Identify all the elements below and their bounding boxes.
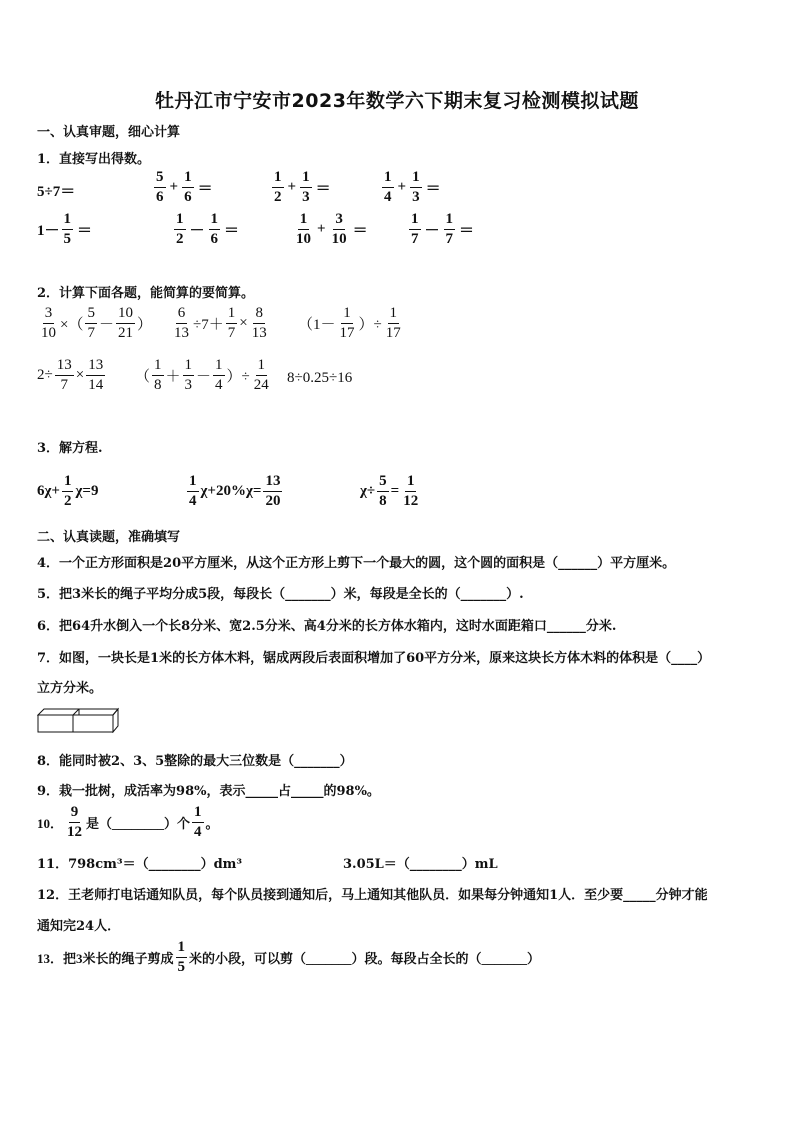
q3-equation-3: χ÷ $\frac{5}{8}$ = $\frac{1}{12}$ xyxy=(360,473,419,509)
q1-item-1: 5÷7＝ xyxy=(37,184,76,200)
question-10: 10． $\frac{9}{12}$ 是（________）个 $\frac{1}{4}$ 。 xyxy=(37,804,219,840)
question-12-line-1: 12．王老师打电话通知队员，每个队员接到通知后，马上通知其他队员．如果每分钟通知1人．至少要_____分钟才能 xyxy=(37,888,708,903)
section-heading-1: 一、认真审题，细心计算 xyxy=(37,125,181,140)
q3-equation-1: 6χ+ $\frac{1}{2}$ χ=9 xyxy=(37,473,99,509)
q1-item-5: 1－ $\frac{1}{5}$ ＝ xyxy=(37,211,93,247)
question-2-label: 2．计算下面各题，能简算的要简算。 xyxy=(37,286,255,301)
q2-expr-3: （1－ $\frac{1}{17}$ ）÷ $\frac{1}{17}$ xyxy=(298,305,401,341)
q1-item-6: $\frac{1}{2}$ － $\frac{1}{6}$ ＝ xyxy=(176,211,240,247)
question-13: 13．把3米长的绳子剪成 $\frac{1}{5}$ 米的小段，可以剪（_______）段。每段占全长的（_______） xyxy=(37,939,541,975)
question-9: 9．栽一批树，成活率为98%，表示_____占_____的98%。 xyxy=(37,784,380,799)
q1-item-7: $\frac{1}{10}$ + $\frac{3}{10}$ ＝ xyxy=(296,211,368,247)
section-heading-2: 二、认真读题，准确填写 xyxy=(37,530,181,545)
q2-expr-1: $\frac{3}{10}$ ×（ $\frac{5}{7}$ － $\frac{10}{21}$ ） xyxy=(41,305,152,341)
question-7-line-2: 立方分米。 xyxy=(37,681,103,696)
wood-block-figure xyxy=(37,707,119,733)
question-7-line-1: 7．如图，一块长是1米的长方体木料，锯成两段后表面积增加了60平方分米，原来这块长方体木料的体积是（____） xyxy=(37,651,711,666)
question-12-line-2: 通知完24人． xyxy=(37,919,121,934)
question-3-label: 3．解方程. xyxy=(37,441,103,456)
question-1-label: 1．直接写出得数。 xyxy=(37,152,151,167)
q2-expr-2: $\frac{6}{13}$ ÷7＋ $\frac{1}{7}$ × $\frac{8}{13}$ xyxy=(174,305,267,341)
question-11-part-2: 3.05L＝（________）mL xyxy=(343,857,498,872)
question-11-part-1: 11．798cm³＝（________）dm³ xyxy=(37,857,243,872)
question-5: 5．把3米长的绳子平均分成5段，每段长（_______）米，每段是全长的（_______）. xyxy=(37,587,524,602)
q1-item-3: $\frac{1}{2}$ + $\frac{1}{3}$ ＝ xyxy=(274,169,331,205)
q1-item-4: $\frac{1}{4}$ + $\frac{1}{3}$ ＝ xyxy=(384,169,441,205)
question-6: 6．把64升水倒入一个长8分米、宽2.5分米、高4分米的长方体水箱内，这时水面距箱口______分米. xyxy=(37,619,617,634)
q3-equation-2: $\frac{1}{4}$ χ+20%χ= $\frac{13}{20}$ xyxy=(189,473,281,509)
question-8: 8．能同时被2、3、5整除的最大三位数是（_______） xyxy=(37,754,353,769)
q2-expr-5: （ $\frac{1}{8}$ ＋ $\frac{1}{3}$ － $\frac{1}{4}$ ）÷ $\frac{1}{24}$ xyxy=(135,357,269,393)
q2-expr-4: 2÷ $\frac{13}{7}$ × $\frac{13}{14}$ xyxy=(37,357,104,393)
page-title: 牡丹江市宁安市2023年数学六下期末复习检测模拟试题 xyxy=(155,90,639,112)
q1-item-8: $\frac{1}{7}$ － $\frac{1}{7}$ ＝ xyxy=(411,211,475,247)
question-4: 4．一个正方形面积是20平方厘米，从这个正方形上剪下一个最大的圆，这个圆的面积是（______）平方厘米。 xyxy=(37,556,676,571)
q2-expr-6: 8÷0.25÷16 xyxy=(287,370,353,386)
q1-item-2: $\frac{5}{6}$ + $\frac{1}{6}$ ＝ xyxy=(156,169,213,205)
